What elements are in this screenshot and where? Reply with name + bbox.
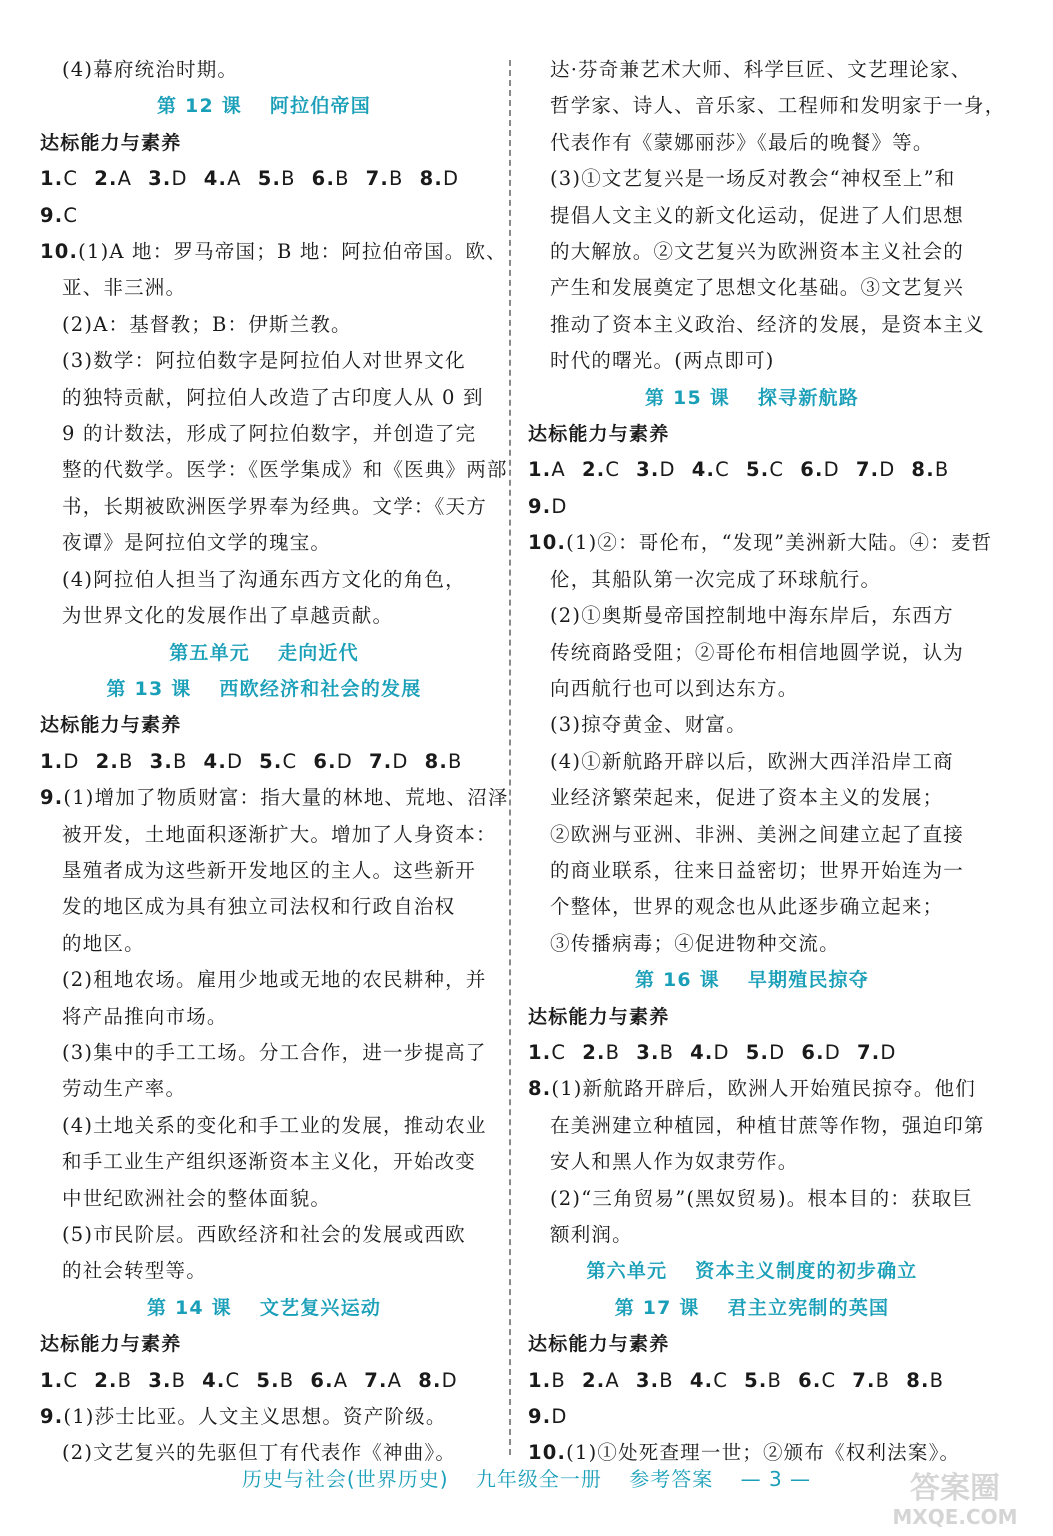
page-number: — 3 — (740, 1467, 812, 1491)
column-divider (509, 60, 511, 1455)
answer-number: 8. (911, 458, 935, 482)
answer-item (636, 452, 676, 488)
answer-text-line: 整的代数学。医学：《医学集成》和《医典》两部 (62, 458, 508, 482)
answer-number: 4. (690, 1040, 714, 1064)
answer-text-line: (4)土地关系的变化和手工业的发展，推动农业 (62, 1113, 487, 1137)
answer-number: 1. (40, 167, 64, 191)
answer-number: 3. (636, 458, 660, 482)
heading-title: 君主立宪制的英国 (727, 1296, 890, 1319)
answer-choice: B (172, 749, 188, 773)
answer-number: 6. (801, 1040, 825, 1064)
heading-number: 第五单元 (169, 641, 250, 664)
answer-item (364, 1363, 402, 1399)
right-column (528, 52, 1006, 1472)
answer-number: 9. (40, 203, 64, 227)
answer-item (96, 744, 134, 780)
answer-number: 2. (581, 1368, 606, 1392)
question-number: 10. (528, 531, 567, 555)
answer-row (40, 1363, 488, 1399)
answer-text-line: 垦殖者成为这些新开发地区的主人。这些新开 (62, 858, 477, 882)
answer-item (202, 1363, 240, 1399)
answer-text-line: 向西航行也可以到达东方。 (550, 676, 799, 700)
lesson-heading (528, 380, 976, 416)
answer-number: 7. (365, 167, 390, 191)
answer-row (40, 161, 488, 197)
answer-text-line: (3)掠夺黄金、财富。 (550, 713, 747, 737)
answer-text-line: (2)①奥斯曼帝国控制地中海东岸后，东西方 (550, 604, 954, 628)
answer-number: 8. (419, 167, 443, 191)
watermark-text: 答案圈 (910, 1471, 1000, 1506)
heading-title: 阿拉伯帝国 (269, 95, 371, 118)
answer-choice: B (875, 1368, 891, 1392)
answer-text-line: 的商业联系，往来日益密切；世界开始连为一 (550, 858, 965, 882)
question-text: (1)②：哥伦布，“发现”美洲新大陆。④：麦哲 (566, 531, 993, 555)
answer-number: 3. (636, 1040, 660, 1064)
question-line (40, 234, 507, 270)
heading-number: 第 17 课 (614, 1296, 700, 1319)
heading-number: 第 14 课 (146, 1296, 232, 1319)
answer-text-line: ②欧洲与亚洲、非洲、美洲之间建立起了直接 (550, 822, 965, 846)
answer-choice: D (823, 458, 840, 482)
answer-item (366, 161, 404, 197)
answer-choice: D (551, 494, 568, 518)
answer-text-line: (2)A：基督教；B：伊斯兰教。 (62, 312, 352, 336)
answer-item (801, 1035, 841, 1071)
answer-choice: B (447, 749, 463, 773)
answer-text-line: (4)幕府统治时期。 (62, 58, 239, 81)
answer-text-line: (2)租地农场。雇用少地或无地的农民耕种，并 (62, 968, 487, 992)
answer-row (40, 198, 488, 234)
answer-text-line: 劳动生产率。 (62, 1077, 187, 1101)
answer-item (744, 1363, 782, 1399)
section-title: 达标能力与素养 (528, 1005, 670, 1028)
answer-number: 7. (855, 458, 880, 482)
answer-choice: B (659, 1040, 675, 1064)
answer-number: 3. (148, 167, 172, 191)
answer-choice: D (880, 1040, 897, 1064)
answer-number: 2. (94, 167, 118, 191)
question-line (528, 1071, 976, 1107)
answer-item (690, 1363, 728, 1399)
answer-text-line: (3)①文艺复兴是一场反对教会“神权至上”和 (550, 167, 956, 191)
answer-text-line: (4)①新航路开辟以后，欧洲大西洋沿岸工商 (550, 749, 954, 773)
answer-item (528, 489, 568, 525)
answer-text-line: 书，长期被欧洲医学界奉为经典。文学：《天方 (62, 494, 487, 518)
answer-item (418, 1363, 458, 1399)
answer-choice: D (336, 749, 353, 773)
answer-choice: B (117, 1368, 133, 1392)
answer-text-line: 代表作有《蒙娜丽莎》《最后的晚餐》等。 (550, 130, 934, 154)
lesson-heading (40, 671, 488, 707)
answer-item (259, 744, 297, 780)
heading-title: 西欧经济和社会的发展 (219, 677, 422, 700)
answer-item (420, 161, 460, 197)
answer-number: 1. (528, 1040, 552, 1064)
answer-number: 5. (257, 167, 282, 191)
answer-number: 4. (202, 1368, 226, 1392)
answer-text-line: 的地区。 (62, 931, 145, 955)
answer-choice: D (63, 749, 80, 773)
answer-number: 1. (40, 749, 64, 773)
answer-text-line: 将产品推向市场。 (62, 1004, 228, 1028)
heading-title: 资本主义制度的初步确立 (695, 1260, 918, 1283)
question-text: (1)①处死查理一世；②颁布《权利法案》。 (566, 1441, 961, 1465)
question-text: (1)莎士比亚。人文主义思想。资产阶级。 (63, 1405, 447, 1429)
answer-choice: B (767, 1368, 783, 1392)
answer-choice: D (824, 1040, 841, 1064)
answer-choice: D (551, 1405, 568, 1429)
answer-choice: D (443, 167, 460, 191)
answer-choice: A (551, 458, 566, 482)
answer-text-line: 的社会转型等。 (62, 1259, 207, 1283)
answer-number: 6. (311, 167, 336, 191)
answer-number: 7. (364, 1368, 388, 1392)
question-number: 10. (40, 240, 79, 264)
lesson-heading (528, 1290, 976, 1326)
answer-item (528, 1399, 568, 1435)
answer-choice: D (441, 1368, 458, 1392)
answer-text-line: (5)市民阶层。西欧经济和社会的发展或西欧 (62, 1223, 466, 1246)
answer-choice: C (225, 1368, 241, 1392)
answer-choice: B (389, 167, 404, 191)
section-title: 达标能力与素养 (40, 131, 182, 154)
answer-item (692, 452, 730, 488)
answer-row (528, 452, 976, 488)
answer-choice: C (713, 1368, 729, 1392)
watermark-url: MXQE.COM (892, 1505, 1018, 1529)
answer-text-line: (3)数学：阿拉伯数字是阿拉伯人对世界文化 (62, 349, 466, 373)
footer-subject: 历史与社会(世界历史) (241, 1467, 449, 1491)
answer-choice: D (226, 749, 244, 773)
lesson-heading (528, 962, 976, 998)
answer-item (528, 1363, 566, 1399)
answer-item (582, 452, 620, 488)
answer-item (800, 452, 840, 488)
answer-item (528, 1035, 566, 1071)
answer-choice: D (392, 749, 409, 773)
question-line (40, 780, 509, 816)
footer-grade: 九年级全一册 (475, 1467, 602, 1491)
answer-text-line: 亚、非三洲。 (62, 276, 187, 300)
answer-choice: B (551, 1368, 566, 1392)
answer-item (852, 1363, 890, 1399)
answer-item (528, 452, 566, 488)
answer-text-line: 安人和黑人作为奴隶劳作。 (550, 1150, 799, 1174)
answer-text-line: 在美洲建立种植园，种植甘蔗等作物，强迫印第 (550, 1113, 985, 1137)
answer-number: 4. (691, 458, 716, 482)
answer-number: 4. (689, 1368, 714, 1392)
answer-choice: C (551, 1040, 567, 1064)
answer-text-line: 伦，其船队第一次完成了环球航行。 (550, 567, 882, 591)
answer-row (528, 1035, 976, 1071)
answer-choice: A (117, 167, 133, 191)
answer-choice: B (119, 749, 134, 773)
answer-choice: D (659, 458, 676, 482)
heading-number: 第 15 课 (645, 386, 730, 409)
answer-choice: B (605, 1040, 621, 1064)
answer-number: 4. (203, 167, 228, 191)
answer-number: 6. (310, 1368, 334, 1392)
answer-choice: C (769, 458, 785, 482)
answer-item (911, 452, 949, 488)
heading-number: 第 16 课 (634, 969, 720, 992)
answer-choice: A (605, 1368, 620, 1392)
answer-number: 9. (528, 1405, 552, 1429)
question-text: (1)新航路开辟后，欧洲人开始殖民掠夺。他们 (551, 1077, 976, 1101)
heading-number: 第 12 课 (157, 95, 242, 118)
answer-item (636, 1363, 674, 1399)
answer-number: 1. (40, 1368, 64, 1392)
answer-number: 3. (149, 749, 173, 773)
question-number: 9. (40, 786, 64, 810)
answer-text-line: 业经济繁荣起来，促进了资本主义的发展； (550, 786, 944, 810)
answer-text-line: 的大解放。②文艺复兴为欧洲资本主义社会的 (550, 240, 965, 264)
heading-number: 第六单元 (586, 1260, 668, 1283)
answer-text-line: 达·芬奇兼艺术大师、科学巨匠、文艺理论家、 (550, 58, 972, 81)
answer-text-line: ③传播病毒；④促进物种交流。 (550, 931, 840, 955)
answer-choice: D (171, 167, 188, 191)
question-text: (1)A 地：罗马帝国；B 地：阿拉伯帝国。欧、 (78, 240, 507, 264)
answer-item (636, 1035, 674, 1071)
answer-choice: C (605, 458, 621, 482)
question-number: 10. (528, 1441, 567, 1465)
question-number: 8. (528, 1077, 552, 1101)
answer-text-line: 额利润。 (550, 1223, 633, 1246)
answer-number: 5. (744, 1368, 768, 1392)
answer-text-line: 的独特贡献，阿拉伯人改造了古印度人从 0 到 (62, 385, 484, 409)
answer-number: 5. (259, 749, 283, 773)
answer-item (40, 161, 78, 197)
answer-choice: D (713, 1040, 730, 1064)
answer-text-line: 和手工业生产组织逐渐资本主义化，开始改变 (62, 1150, 477, 1174)
answer-choice: C (63, 203, 79, 227)
answer-choice: C (282, 749, 298, 773)
answer-row (528, 1399, 976, 1435)
answer-number: 6. (313, 749, 337, 773)
answer-choice: B (929, 1368, 945, 1392)
heading-title: 探寻新航路 (757, 386, 859, 409)
answer-choice: C (715, 458, 730, 482)
answer-text-line: 产生和发展奠定了思想文化基础。③文艺复兴 (550, 276, 965, 300)
answer-number: 1. (528, 458, 552, 482)
answer-number: 8. (906, 1368, 930, 1392)
answer-row (40, 744, 488, 780)
answer-item (746, 452, 784, 488)
answer-row (528, 1363, 976, 1399)
answer-item (313, 744, 353, 780)
answer-choice: C (63, 167, 79, 191)
answer-number: 3. (635, 1368, 660, 1392)
answer-item (857, 1035, 897, 1071)
answer-number: 5. (745, 458, 770, 482)
answer-item (150, 744, 188, 780)
answer-number: 8. (424, 749, 448, 773)
answer-choice: D (879, 458, 896, 482)
footer-label: 参考答案 (629, 1467, 714, 1491)
answer-text-line: 中世纪欧洲社会的整体面貌。 (62, 1186, 332, 1210)
answer-text-line: (4)阿拉伯人担当了沟通东西方文化的角色， (62, 567, 466, 591)
answer-text-line: 时代的曙光。(两点即可) (550, 349, 775, 373)
heading-title: 走向近代 (278, 641, 359, 664)
answer-number: 5. (745, 1040, 770, 1064)
answer-number: 4. (203, 749, 227, 773)
answer-choice: B (934, 458, 950, 482)
answer-choice: B (659, 1368, 674, 1392)
question-number: 9. (40, 1405, 64, 1429)
answer-text-line: 提倡人文主义的新文化运动，促进了人们思想 (550, 203, 965, 227)
answer-item (256, 1363, 294, 1399)
answer-number: 6. (800, 458, 824, 482)
section-title: 达标能力与素养 (40, 1333, 182, 1356)
answer-number: 9. (528, 494, 552, 518)
section-title: 达标能力与素养 (528, 423, 670, 446)
question-text: (1)增加了物质财富：指大量的林地、荒地、沼泽 (63, 786, 509, 810)
answer-number: 8. (418, 1368, 442, 1392)
answer-text-line: 为世界文化的发展作出了卓越贡献。 (62, 604, 394, 628)
answer-text-line: 个整体，世界的观念也从此逐步确立起来； (550, 895, 944, 919)
answer-text-line: 推动了资本主义政治、经济的发展，是资本主义 (550, 312, 985, 336)
answer-item (310, 1363, 348, 1399)
answer-item (258, 161, 296, 197)
question-line (528, 525, 993, 561)
answer-choice: D (769, 1040, 786, 1064)
answer-choice: B (171, 1368, 187, 1392)
answer-text-line: (3)集中的手工工场。分工合作，进一步提高了 (62, 1040, 487, 1064)
answer-item (746, 1035, 786, 1071)
lesson-heading (40, 1290, 488, 1326)
answer-item (856, 452, 896, 488)
answer-item (40, 1363, 78, 1399)
answer-item (94, 1363, 132, 1399)
answer-choice: C (821, 1368, 837, 1392)
answer-item (312, 161, 350, 197)
answer-item (148, 1363, 186, 1399)
answer-number: 7. (852, 1368, 876, 1392)
answer-text-line: (2)文艺复兴的先驱但丁有代表作《神曲》。 (62, 1441, 457, 1465)
section-title: 达标能力与素养 (40, 714, 182, 737)
answer-item (204, 161, 242, 197)
question-line (40, 1399, 488, 1435)
lesson-heading (40, 88, 488, 124)
answer-number: 1. (528, 1368, 552, 1392)
answer-item (40, 744, 80, 780)
answer-number: 5. (256, 1368, 280, 1392)
answer-text-line: 传统商路受阻；②哥伦布相信地圆学说，认为 (550, 640, 965, 664)
lesson-heading (528, 1253, 976, 1289)
answer-number: 7. (856, 1040, 881, 1064)
watermark-logo (870, 1468, 1040, 1530)
heading-title: 早期殖民掠夺 (747, 969, 870, 992)
answer-choice: A (227, 167, 242, 191)
heading-number: 第 13 课 (106, 677, 192, 700)
answer-item (204, 744, 244, 780)
left-column (40, 52, 509, 1472)
answer-number: 2. (94, 1368, 118, 1392)
answer-text-line: 9 的计数法，形成了阿拉伯数字，并创造了完 (62, 422, 477, 446)
answer-number: 6. (798, 1368, 822, 1392)
answer-number: 7. (368, 749, 393, 773)
answer-item (369, 744, 409, 780)
answer-choice: C (63, 1368, 79, 1392)
heading-title: 文艺复兴运动 (259, 1296, 382, 1319)
answer-item (582, 1035, 620, 1071)
answer-text-line: (2)“三角贸易”(黑奴贸易)。根本目的：获取巨 (550, 1186, 974, 1210)
answer-item (690, 1035, 730, 1071)
answer-item (582, 1363, 620, 1399)
answer-choice: A (333, 1368, 349, 1392)
answer-text-line: 夜谭》是阿拉伯文学的瑰宝。 (62, 531, 332, 555)
answer-text-line: 哲学家、诗人、音乐家、工程师和发明家于一身， (550, 94, 1006, 118)
answer-item (94, 161, 132, 197)
answer-number: 2. (95, 749, 119, 773)
section-title: 达标能力与素养 (528, 1333, 670, 1356)
answer-item (148, 161, 188, 197)
answer-item (425, 744, 463, 780)
answer-text-line: 被开发，土地面积逐渐扩大。增加了人身资本： (62, 822, 497, 846)
answer-item (40, 198, 78, 234)
answer-choice: B (281, 167, 296, 191)
answer-choice: A (387, 1368, 403, 1392)
answer-row (528, 489, 976, 525)
lesson-heading (40, 635, 488, 671)
answer-number: 2. (581, 458, 606, 482)
answer-item (798, 1363, 836, 1399)
answer-item (906, 1363, 944, 1399)
answer-number: 2. (582, 1040, 606, 1064)
answer-number: 3. (148, 1368, 172, 1392)
answer-text-line: 发的地区成为具有独立司法权和行政自治权 (62, 895, 456, 919)
answer-choice: B (279, 1368, 295, 1392)
answer-choice: B (335, 167, 350, 191)
